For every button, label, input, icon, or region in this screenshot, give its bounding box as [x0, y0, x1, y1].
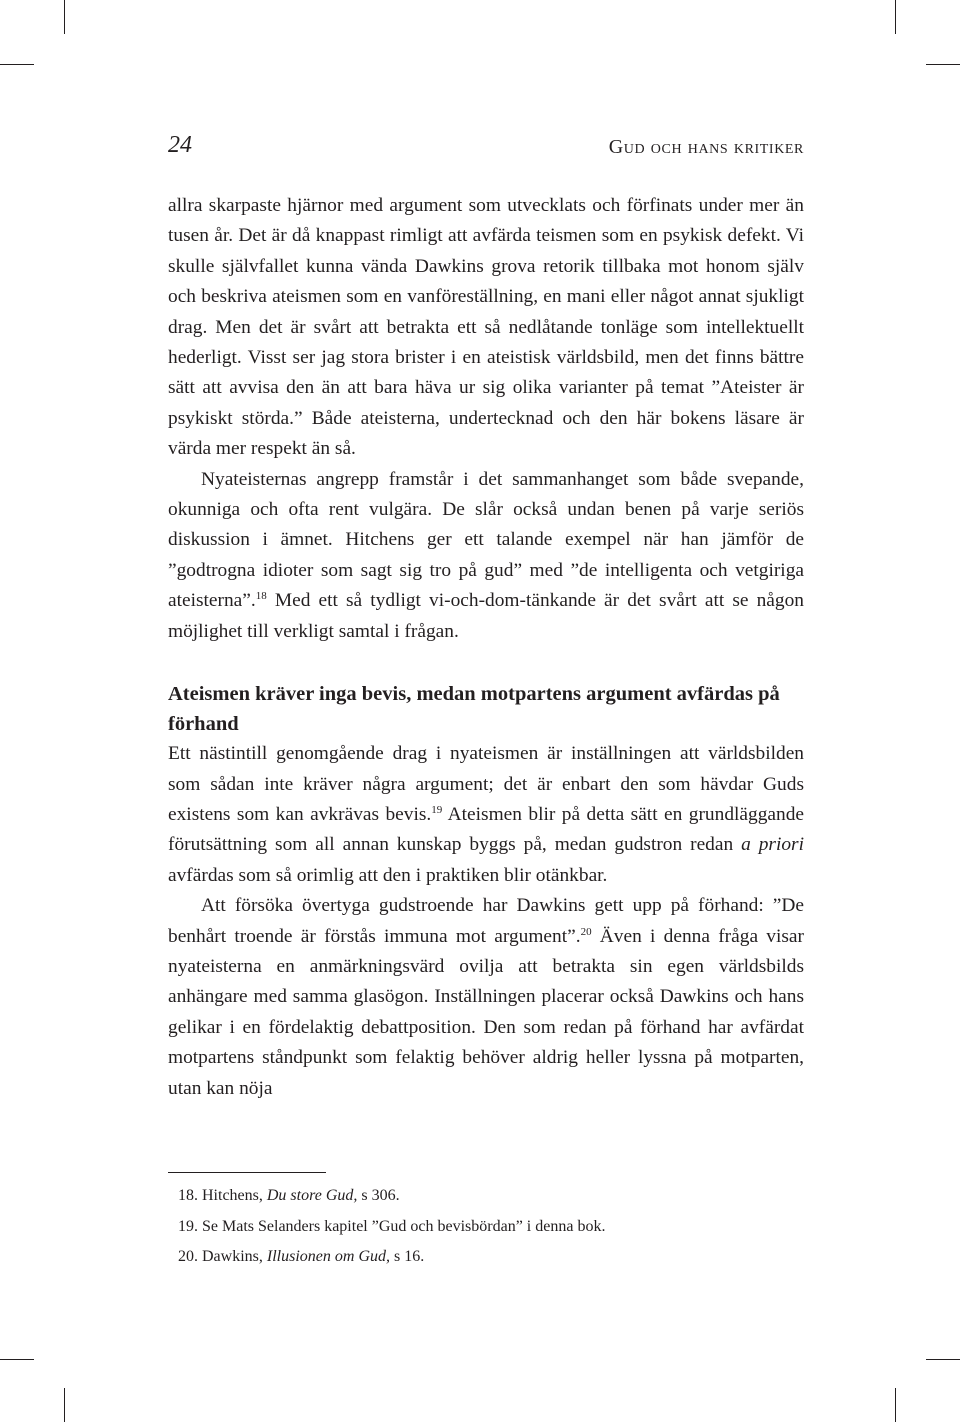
crop-mark-top-left — [64, 0, 65, 34]
paragraph-2-text-b: Med ett så tydligt vi-och-dom-tänkande är det svårt att se någon möjlighet till verkligt samtal i frågan. — [168, 590, 804, 642]
crop-mark-bottom-left — [64, 1388, 65, 1422]
paragraph-1-text: allra skarpaste hjärnor med argument som utvecklats och förfinats under mer än tusen år. Det är då knappast rimligt att avfärda teismen som en psykisk defekt. Vi skulle självfallet kunna vända Dawkins grova retorik tillbaka mot honom själv och beskriva ateismen som en vanföreställning, en mani eller något annat sjukligt drag. Men det är svårt att betrakta ett så nedlåtande tonläge som intellektuellt hederligt. Visst ser jag stora brister i en ateistisk världsbild, men det finns bättre sätt att avvisa den än att bara häva ur sig olika varianter på temat ”Ateister är psykiskt störda.” Både ateisterna, undertecknad och den här bokens läsare är värda mer respekt än så. — [168, 195, 804, 460]
footnote-20 — [178, 1242, 804, 1273]
paragraph-2-text-a: Nyateisternas angrepp framstår i det sammanhanget som både svepande, okunniga och ofta rent vulgära. De slår också undan benen på varje seriös diskussion i ämnet. Hitchens ger ett talande exempel när han jämför de ”godtrogna idioter som sagt sig tro på gud” med ”de intelligenta och vetgiriga ateisterna”. — [168, 468, 804, 612]
footnote-title: Illusionen om Gud, — [266, 1248, 390, 1265]
paragraph-3-text-c: avfärdas som så orimlig att den i praktiken blir otänkbar. — [168, 864, 608, 886]
footnote-text: Hitchens, — [198, 1187, 267, 1204]
body-text — [168, 191, 804, 1104]
crop-mark-top-right-horizontal — [926, 64, 960, 65]
footnote-ref-18[interactable]: 18 — [255, 590, 267, 603]
footnotes — [178, 1181, 804, 1273]
footnote-ref-20[interactable]: 20 — [580, 925, 592, 938]
paragraph-3-text-b: Ateismen blir på detta sätt en grundläggande förutsättning som all annan kunskap byggs på, medan gudstron redan — [168, 803, 804, 856]
crop-mark-top-right — [895, 0, 896, 34]
crop-mark-bottom-right-horizontal — [926, 1359, 960, 1360]
footnote-text: Dawkins, — [198, 1248, 267, 1265]
footnote-text-end: s 16. — [390, 1248, 425, 1265]
paragraph-1 — [168, 191, 804, 465]
footnote-text: Se Mats Selanders kapitel ”Gud och bevisbördan” i denna bok. — [198, 1217, 606, 1235]
page-header — [168, 132, 804, 164]
paragraph-3 — [168, 739, 804, 891]
footnote-ref-19[interactable]: 19 — [431, 803, 443, 816]
crop-mark-bottom-left-horizontal — [0, 1359, 34, 1360]
footnote-text-end: s 306. — [357, 1187, 400, 1204]
crop-mark-bottom-right — [895, 1388, 896, 1422]
running-head: Gud och hans kritiker — [608, 136, 804, 158]
paragraph-4-text-a: Att försöka övertyga gudstroende har Dawkins gett upp på förhand: ”De benhårt troende är förstås immuna mot argument”. — [168, 895, 804, 947]
paragraph-4 — [168, 891, 804, 1104]
paragraph-2 — [168, 465, 804, 647]
footnote-number: 18. — [178, 1187, 198, 1204]
crop-mark-top-left-horizontal — [0, 64, 34, 65]
footnote-number: 20. — [178, 1248, 198, 1265]
section-heading: Ateismen kräver inga bevis, medan motpartens argument avfärdas på förhand — [168, 683, 780, 736]
paragraph-4-text-b: Även i denna fråga visar nyateisterna en anmärkningsvärd ovilja att betrakta sin egen världsbilds anhängare med samma glasögon. Inställningen placerar också Dawkins och hans gelikar i en fördelaktig debattposition. Den som redan på förhand har avfärdat motpartens ståndpunkt som felaktig behöver aldrig heller lyssna på motparten, utan kan nöja — [168, 925, 804, 1099]
footnote-title: Du store Gud, — [266, 1187, 358, 1204]
footnote-19 — [178, 1212, 804, 1243]
footnote-18 — [178, 1181, 804, 1212]
paragraph-3-italic: a priori — [741, 834, 804, 856]
paragraph-3-text-a: Ett nästintill genomgående drag i nyateismen är inställningen att världsbilden som sådan inte kräver några argument; det är enbart den som hävdar Guds existens som kan avkrävas bevis. — [168, 743, 804, 825]
footnote-divider — [168, 1172, 326, 1173]
footnote-number: 19. — [178, 1217, 198, 1235]
page-number: 24 — [168, 132, 192, 158]
